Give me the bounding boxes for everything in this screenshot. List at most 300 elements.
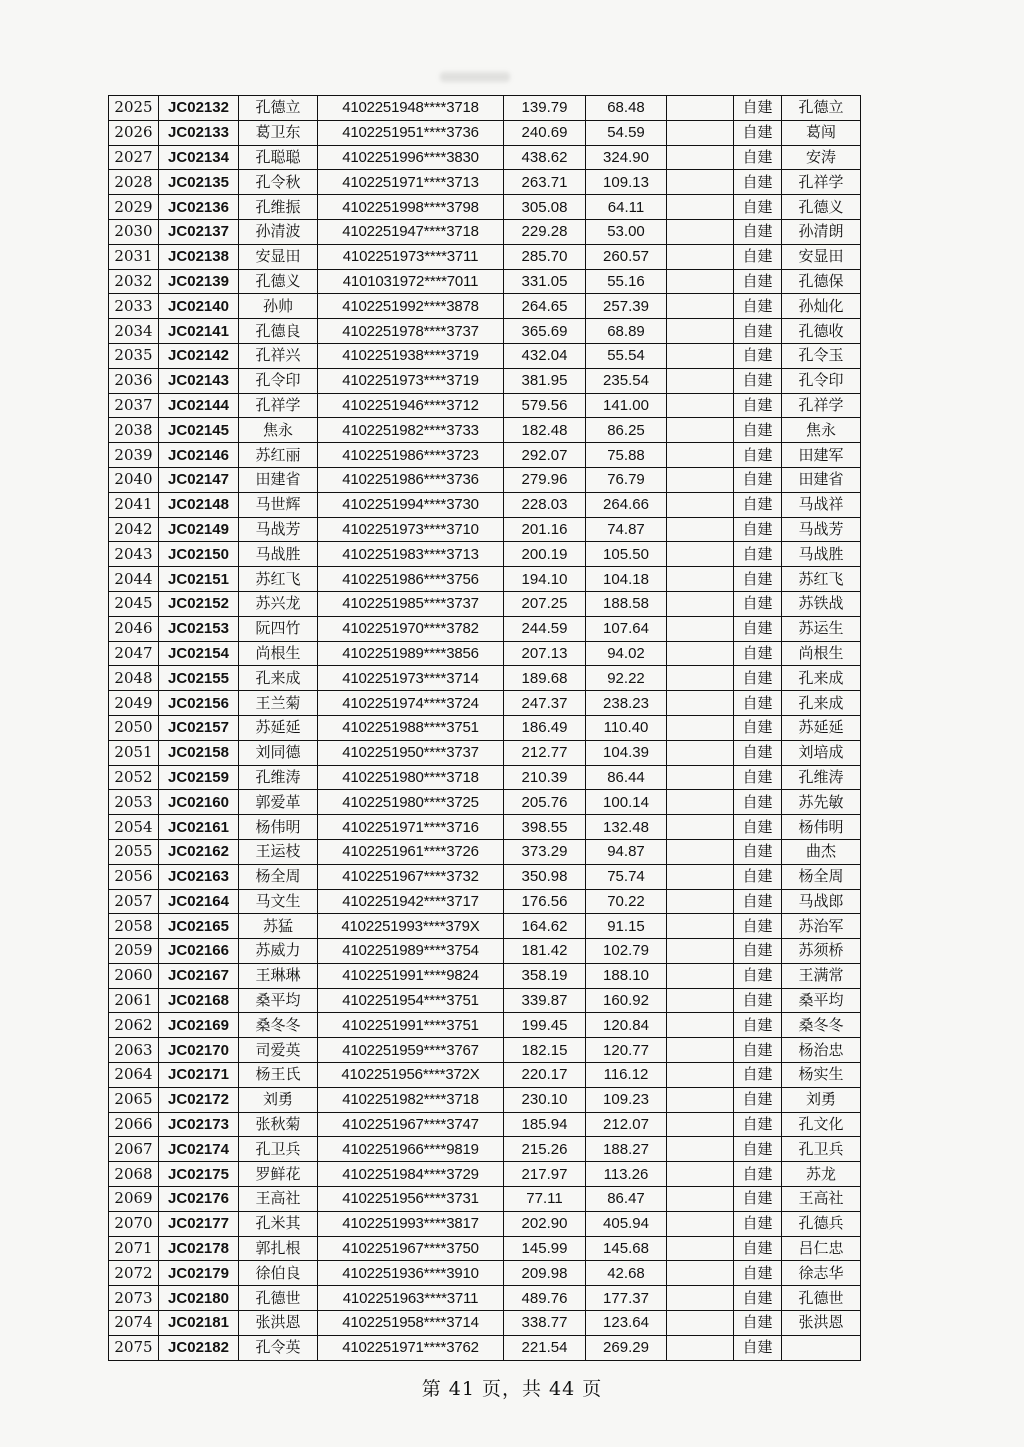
table-row	[109, 740, 861, 765]
table-row	[109, 1187, 861, 1212]
area-1: 215.26	[504, 1137, 586, 1162]
parcel-code: JC02148	[159, 492, 239, 517]
area-1: 579.56	[504, 393, 586, 418]
blank-cell	[667, 1187, 734, 1212]
area-1: 207.25	[504, 591, 586, 616]
build-type: 自建	[734, 492, 782, 517]
area-1: 201.16	[504, 517, 586, 542]
holder-name: 孔德保	[782, 269, 861, 294]
row-number: 2035	[109, 343, 159, 368]
holder-name: 孔德世	[782, 1286, 861, 1311]
table-row	[109, 443, 861, 468]
build-type: 自建	[734, 790, 782, 815]
area-1: 194.10	[504, 567, 586, 592]
parcel-code: JC02142	[159, 343, 239, 368]
area-2: 145.68	[586, 1236, 667, 1261]
area-1: 181.42	[504, 939, 586, 964]
row-number: 2041	[109, 492, 159, 517]
table-row	[109, 1013, 861, 1038]
parcel-code: JC02169	[159, 1013, 239, 1038]
owner-name: 王琳琳	[239, 963, 318, 988]
area-2: 76.79	[586, 467, 667, 492]
blank-cell	[667, 1038, 734, 1063]
blank-cell	[667, 889, 734, 914]
build-type: 自建	[734, 1137, 782, 1162]
area-1: 228.03	[504, 492, 586, 517]
area-2: 64.11	[586, 195, 667, 220]
id-number: 4102251946****3712	[318, 393, 504, 418]
area-2: 123.64	[586, 1311, 667, 1336]
build-type: 自建	[734, 740, 782, 765]
owner-name: 孔德立	[239, 96, 318, 121]
row-number: 2051	[109, 740, 159, 765]
holder-name: 杨治忠	[782, 1038, 861, 1063]
row-number: 2032	[109, 269, 159, 294]
build-type: 自建	[734, 1187, 782, 1212]
table-row	[109, 294, 861, 319]
build-type: 自建	[734, 1112, 782, 1137]
build-type: 自建	[734, 1335, 782, 1360]
parcel-code: JC02179	[159, 1261, 239, 1286]
table-row	[109, 467, 861, 492]
owner-name: 苏兴龙	[239, 591, 318, 616]
build-type: 自建	[734, 467, 782, 492]
owner-name: 孔德义	[239, 269, 318, 294]
build-type: 自建	[734, 691, 782, 716]
area-1: 263.71	[504, 170, 586, 195]
owner-name: 郭扎根	[239, 1236, 318, 1261]
id-number: 4102251991****9824	[318, 963, 504, 988]
parcel-code: JC02171	[159, 1063, 239, 1088]
id-number: 4102251982****3733	[318, 418, 504, 443]
table-row	[109, 393, 861, 418]
holder-name: 张洪恩	[782, 1311, 861, 1336]
area-2: 113.26	[586, 1162, 667, 1187]
table-row	[109, 492, 861, 517]
id-number: 4102251978****3737	[318, 319, 504, 344]
area-2: 55.16	[586, 269, 667, 294]
blank-cell	[667, 492, 734, 517]
build-type: 自建	[734, 393, 782, 418]
blank-cell	[667, 740, 734, 765]
owner-name: 张洪恩	[239, 1311, 318, 1336]
id-number: 4102251988****3751	[318, 715, 504, 740]
holder-name: 孔德收	[782, 319, 861, 344]
parcel-code: JC02160	[159, 790, 239, 815]
holder-name: 苏先敏	[782, 790, 861, 815]
table-row	[109, 914, 861, 939]
area-1: 338.77	[504, 1311, 586, 1336]
build-type: 自建	[734, 591, 782, 616]
table-row	[109, 542, 861, 567]
id-number: 4102251958****3714	[318, 1311, 504, 1336]
table-row	[109, 939, 861, 964]
owner-name: 刘勇	[239, 1087, 318, 1112]
row-number: 2029	[109, 195, 159, 220]
build-type: 自建	[734, 1087, 782, 1112]
parcel-code: JC02176	[159, 1187, 239, 1212]
row-number: 2038	[109, 418, 159, 443]
id-number: 4102251973****3710	[318, 517, 504, 542]
row-number: 2069	[109, 1187, 159, 1212]
parcel-code: JC02145	[159, 418, 239, 443]
area-2: 102.79	[586, 939, 667, 964]
row-number: 2053	[109, 790, 159, 815]
table-row	[109, 715, 861, 740]
row-number: 2025	[109, 96, 159, 121]
table-row	[109, 1137, 861, 1162]
area-2: 257.39	[586, 294, 667, 319]
row-number: 2042	[109, 517, 159, 542]
table-row	[109, 1112, 861, 1137]
blank-cell	[667, 393, 734, 418]
blank-cell	[667, 1162, 734, 1187]
owner-name: 桑平均	[239, 988, 318, 1013]
id-number: 4102251942****3717	[318, 889, 504, 914]
area-2: 91.15	[586, 914, 667, 939]
parcel-code: JC02146	[159, 443, 239, 468]
table-row	[109, 269, 861, 294]
blank-cell	[667, 1261, 734, 1286]
id-number: 4102251986****3723	[318, 443, 504, 468]
area-1: 305.08	[504, 195, 586, 220]
area-2: 105.50	[586, 542, 667, 567]
build-type: 自建	[734, 343, 782, 368]
id-number: 4102251950****3737	[318, 740, 504, 765]
holder-name: 马战祥	[782, 492, 861, 517]
owner-name: 孔聪聪	[239, 145, 318, 170]
blank-cell	[667, 1211, 734, 1236]
area-1: 186.49	[504, 715, 586, 740]
owner-name: 焦永	[239, 418, 318, 443]
holder-name: 孔卫兵	[782, 1137, 861, 1162]
build-type: 自建	[734, 319, 782, 344]
area-1: 264.65	[504, 294, 586, 319]
owner-name: 杨伟明	[239, 815, 318, 840]
table-row	[109, 963, 861, 988]
row-number: 2056	[109, 864, 159, 889]
row-number: 2057	[109, 889, 159, 914]
holder-name: 葛闯	[782, 120, 861, 145]
parcel-code: JC02164	[159, 889, 239, 914]
id-number: 4102251971****3762	[318, 1335, 504, 1360]
build-type: 自建	[734, 1286, 782, 1311]
blank-cell	[667, 1087, 734, 1112]
row-number: 2026	[109, 120, 159, 145]
area-1: 432.04	[504, 343, 586, 368]
row-number: 2049	[109, 691, 159, 716]
holder-name: 孙灿化	[782, 294, 861, 319]
owner-name: 安显田	[239, 244, 318, 269]
area-2: 177.37	[586, 1286, 667, 1311]
area-1: 279.96	[504, 467, 586, 492]
holder-name: 马战胜	[782, 542, 861, 567]
area-1: 350.98	[504, 864, 586, 889]
holder-name: 孔祥学	[782, 393, 861, 418]
owner-name: 孔令印	[239, 368, 318, 393]
area-1: 365.69	[504, 319, 586, 344]
area-2: 104.18	[586, 567, 667, 592]
id-number: 4102251938****3719	[318, 343, 504, 368]
owner-name: 田建省	[239, 467, 318, 492]
holder-name: 王高社	[782, 1187, 861, 1212]
owner-name: 孔德世	[239, 1286, 318, 1311]
build-type: 自建	[734, 418, 782, 443]
area-1: 358.19	[504, 963, 586, 988]
build-type: 自建	[734, 889, 782, 914]
table-row	[109, 765, 861, 790]
area-2: 405.94	[586, 1211, 667, 1236]
owner-name: 孔卫兵	[239, 1137, 318, 1162]
table-row	[109, 170, 861, 195]
owner-name: 孔令英	[239, 1335, 318, 1360]
holder-name: 曲杰	[782, 839, 861, 864]
table-row	[109, 641, 861, 666]
owner-name: 孔维振	[239, 195, 318, 220]
holder-name: 安显田	[782, 244, 861, 269]
table-row	[109, 988, 861, 1013]
holder-name: 孔德义	[782, 195, 861, 220]
owner-name: 王兰菊	[239, 691, 318, 716]
area-2: 86.47	[586, 1187, 667, 1212]
id-number: 4102251973****3719	[318, 368, 504, 393]
owner-name: 孔祥兴	[239, 343, 318, 368]
blank-cell	[667, 145, 734, 170]
area-1: 212.77	[504, 740, 586, 765]
area-1: 189.68	[504, 666, 586, 691]
row-number: 2068	[109, 1162, 159, 1187]
build-type: 自建	[734, 443, 782, 468]
build-type: 自建	[734, 120, 782, 145]
blank-cell	[667, 715, 734, 740]
row-number: 2075	[109, 1335, 159, 1360]
table-row	[109, 1162, 861, 1187]
area-2: 68.89	[586, 319, 667, 344]
blank-cell	[667, 269, 734, 294]
blank-cell	[667, 319, 734, 344]
build-type: 自建	[734, 1211, 782, 1236]
build-type: 自建	[734, 715, 782, 740]
row-number: 2072	[109, 1261, 159, 1286]
row-number: 2040	[109, 467, 159, 492]
parcel-code: JC02157	[159, 715, 239, 740]
area-2: 188.27	[586, 1137, 667, 1162]
area-2: 188.58	[586, 591, 667, 616]
table-row	[109, 1087, 861, 1112]
owner-name: 王运枝	[239, 839, 318, 864]
parcel-code: JC02170	[159, 1038, 239, 1063]
blank-cell	[667, 790, 734, 815]
blank-cell	[667, 815, 734, 840]
blank-cell	[667, 195, 734, 220]
blank-cell	[667, 443, 734, 468]
build-type: 自建	[734, 1236, 782, 1261]
owner-name: 孔祥学	[239, 393, 318, 418]
build-type: 自建	[734, 839, 782, 864]
id-number: 4102251994****3730	[318, 492, 504, 517]
row-number: 2066	[109, 1112, 159, 1137]
id-number: 4102251959****3767	[318, 1038, 504, 1063]
build-type: 自建	[734, 294, 782, 319]
table-row	[109, 319, 861, 344]
id-number: 4102251971****3716	[318, 815, 504, 840]
holder-name: 苏红飞	[782, 567, 861, 592]
area-1: 331.05	[504, 269, 586, 294]
id-number: 4102251951****3736	[318, 120, 504, 145]
row-number: 2071	[109, 1236, 159, 1261]
area-1: 229.28	[504, 219, 586, 244]
area-1: 398.55	[504, 815, 586, 840]
owner-name: 杨王氏	[239, 1063, 318, 1088]
build-type: 自建	[734, 939, 782, 964]
area-2: 107.64	[586, 616, 667, 641]
area-1: 77.11	[504, 1187, 586, 1212]
id-number: 4102251984****3729	[318, 1162, 504, 1187]
blank-cell	[667, 343, 734, 368]
blank-cell	[667, 691, 734, 716]
row-number: 2061	[109, 988, 159, 1013]
id-number: 4102251983****3713	[318, 542, 504, 567]
owner-name: 尚根生	[239, 641, 318, 666]
area-2: 94.87	[586, 839, 667, 864]
build-type: 自建	[734, 641, 782, 666]
parcel-code: JC02132	[159, 96, 239, 121]
owner-name: 阮四竹	[239, 616, 318, 641]
row-number: 2036	[109, 368, 159, 393]
area-2: 235.54	[586, 368, 667, 393]
table-row	[109, 1038, 861, 1063]
row-number: 2045	[109, 591, 159, 616]
build-type: 自建	[734, 815, 782, 840]
scan-smudge	[440, 72, 510, 82]
owner-name: 桑冬冬	[239, 1013, 318, 1038]
holder-name: 孔文化	[782, 1112, 861, 1137]
table-row	[109, 517, 861, 542]
row-number: 2033	[109, 294, 159, 319]
area-1: 230.10	[504, 1087, 586, 1112]
table-row	[109, 1236, 861, 1261]
table-row	[109, 145, 861, 170]
area-1: 209.98	[504, 1261, 586, 1286]
owner-name: 葛卫东	[239, 120, 318, 145]
holder-name: 孔德立	[782, 96, 861, 121]
area-2: 42.68	[586, 1261, 667, 1286]
holder-name: 焦永	[782, 418, 861, 443]
parcel-code: JC02167	[159, 963, 239, 988]
build-type: 自建	[734, 1311, 782, 1336]
parcel-code: JC02173	[159, 1112, 239, 1137]
row-number: 2037	[109, 393, 159, 418]
id-number: 4102251963****3711	[318, 1286, 504, 1311]
row-number: 2065	[109, 1087, 159, 1112]
area-1: 145.99	[504, 1236, 586, 1261]
build-type: 自建	[734, 269, 782, 294]
parcel-code: JC02172	[159, 1087, 239, 1112]
area-1: 373.29	[504, 839, 586, 864]
build-type: 自建	[734, 963, 782, 988]
table-row	[109, 839, 861, 864]
id-number: 4102251967****3747	[318, 1112, 504, 1137]
holder-name: 孔祥学	[782, 170, 861, 195]
parcel-code: JC02135	[159, 170, 239, 195]
holder-name: 苏龙	[782, 1162, 861, 1187]
id-number: 4102251980****3725	[318, 790, 504, 815]
area-2: 53.00	[586, 219, 667, 244]
area-1: 139.79	[504, 96, 586, 121]
table-row	[109, 418, 861, 443]
area-2: 55.54	[586, 343, 667, 368]
build-type: 自建	[734, 616, 782, 641]
owner-name: 苏红丽	[239, 443, 318, 468]
parcel-code: JC02177	[159, 1211, 239, 1236]
id-number: 4102251967****3750	[318, 1236, 504, 1261]
area-2: 109.13	[586, 170, 667, 195]
blank-cell	[667, 294, 734, 319]
owner-name: 张秋菊	[239, 1112, 318, 1137]
holder-name: 孔令玉	[782, 343, 861, 368]
build-type: 自建	[734, 542, 782, 567]
build-type: 自建	[734, 914, 782, 939]
area-2: 238.23	[586, 691, 667, 716]
table-row	[109, 244, 861, 269]
holder-name: 苏铁战	[782, 591, 861, 616]
build-type: 自建	[734, 988, 782, 1013]
blank-cell	[667, 467, 734, 492]
id-number: 4102251986****3756	[318, 567, 504, 592]
holder-name: 杨实生	[782, 1063, 861, 1088]
row-number: 2067	[109, 1137, 159, 1162]
parcel-code: JC02166	[159, 939, 239, 964]
row-number: 2043	[109, 542, 159, 567]
id-number: 4102251956****372X	[318, 1063, 504, 1088]
holder-name: 桑冬冬	[782, 1013, 861, 1038]
build-type: 自建	[734, 244, 782, 269]
holder-name: 杨全周	[782, 864, 861, 889]
parcel-code: JC02150	[159, 542, 239, 567]
table-row	[109, 1211, 861, 1236]
table-body	[109, 96, 861, 1361]
area-1: 182.15	[504, 1038, 586, 1063]
table-row	[109, 1335, 861, 1360]
owner-name: 马战胜	[239, 542, 318, 567]
blank-cell	[667, 219, 734, 244]
row-number: 2070	[109, 1211, 159, 1236]
build-type: 自建	[734, 666, 782, 691]
table-row	[109, 790, 861, 815]
blank-cell	[667, 839, 734, 864]
owner-name: 孔维涛	[239, 765, 318, 790]
area-2: 68.48	[586, 96, 667, 121]
holder-name: 孔德兵	[782, 1211, 861, 1236]
parcel-code: JC02181	[159, 1311, 239, 1336]
id-number: 4102251982****3718	[318, 1087, 504, 1112]
area-2: 116.12	[586, 1063, 667, 1088]
page-footer: 第 41 页，共 44 页	[421, 1378, 603, 1400]
owner-name: 孔米其	[239, 1211, 318, 1236]
holder-name: 徐志华	[782, 1261, 861, 1286]
registry-table	[108, 95, 861, 1361]
blank-cell	[667, 418, 734, 443]
id-number: 4102251947****3718	[318, 219, 504, 244]
row-number: 2052	[109, 765, 159, 790]
holder-name: 桑平均	[782, 988, 861, 1013]
holder-name: 孔维涛	[782, 765, 861, 790]
parcel-code: JC02178	[159, 1236, 239, 1261]
blank-cell	[667, 1335, 734, 1360]
blank-cell	[667, 765, 734, 790]
parcel-code: JC02137	[159, 219, 239, 244]
blank-cell	[667, 963, 734, 988]
